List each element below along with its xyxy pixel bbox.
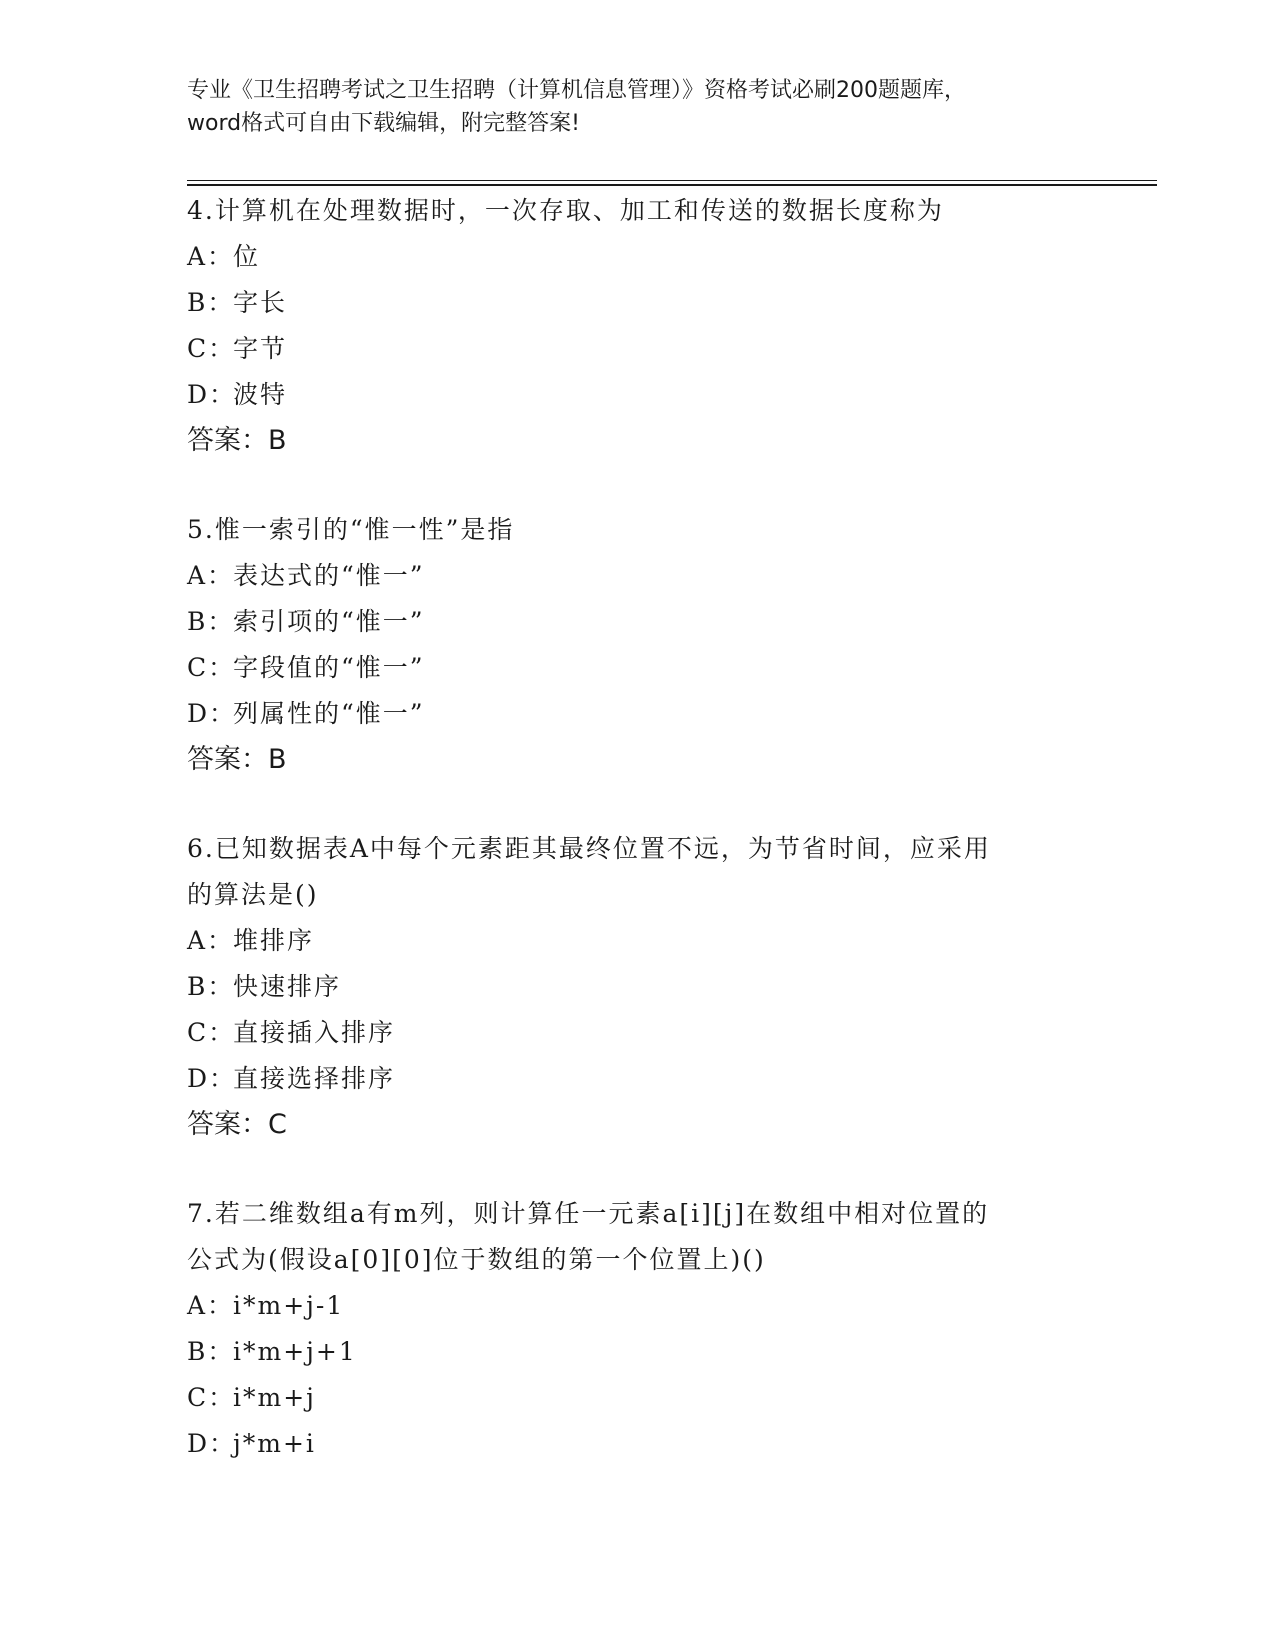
option-key: D： [187, 699, 237, 728]
option-c [187, 326, 1087, 372]
option-key: C： [187, 1383, 236, 1412]
question-stem-line: 6.已知数据表A中每个元素距其最终位置不远，为节省时间，应采用 [187, 834, 991, 863]
answer-line: 答案：C [187, 1109, 287, 1140]
option-a [187, 918, 1087, 964]
option-key: C： [187, 334, 236, 363]
question-4 [187, 188, 1087, 464]
option-text: 直接插入排序 [233, 1018, 396, 1047]
option-text: 字节 [233, 334, 288, 363]
option-key: D： [187, 1429, 237, 1458]
option-d [187, 1056, 1087, 1102]
option-d [187, 1421, 1087, 1467]
option-text: 直接选择排序 [233, 1064, 396, 1093]
option-key: A： [187, 561, 235, 590]
question-6 [187, 826, 1087, 1148]
option-key: A： [187, 926, 235, 955]
option-key: D： [187, 380, 237, 409]
header-divider-thin [187, 180, 1157, 181]
option-key: A： [187, 1291, 235, 1320]
question-5 [187, 507, 1087, 783]
option-c [187, 1010, 1087, 1056]
question-stem [187, 507, 1087, 553]
option-b [187, 1329, 1087, 1375]
option-text: 表达式的“惟一” [233, 561, 425, 590]
option-c [187, 1375, 1087, 1421]
option-a [187, 553, 1087, 599]
option-text: 索引项的“惟一” [233, 607, 425, 636]
answer-line: 答案：B [187, 425, 287, 456]
option-text: i*m+j-1 [233, 1291, 345, 1320]
option-text: 波特 [233, 380, 288, 409]
option-d [187, 691, 1087, 737]
header-line-2: word格式可自由下载编辑，附完整答案! [187, 111, 580, 136]
option-key: B： [187, 607, 235, 636]
option-d [187, 372, 1087, 418]
option-key: C： [187, 653, 236, 682]
document-header [187, 74, 1087, 140]
option-c [187, 645, 1087, 691]
option-key: B： [187, 288, 235, 317]
option-text: 列属性的“惟一” [233, 699, 425, 728]
option-a [187, 1283, 1087, 1329]
header-divider-thick [187, 184, 1157, 186]
question-stem-line: 的算法是() [187, 880, 319, 909]
option-a [187, 234, 1087, 280]
option-key: C： [187, 1018, 236, 1047]
question-stem-line: 7.若二维数组a有m列，则计算任一元素a[i][j]在数组中相对位置的 [187, 1199, 990, 1228]
option-text: i*m+j+1 [233, 1337, 357, 1366]
option-text: j*m+i [233, 1429, 316, 1458]
question-stem [187, 1191, 1087, 1283]
option-text: 位 [233, 242, 261, 271]
option-key: D： [187, 1064, 237, 1093]
option-text: 字长 [233, 288, 288, 317]
question-stem [187, 188, 1087, 234]
option-text: 堆排序 [233, 926, 315, 955]
option-key: A： [187, 242, 235, 271]
question-list [187, 188, 1087, 1510]
option-text: 字段值的“惟一” [233, 653, 425, 682]
option-text: i*m+j [233, 1383, 316, 1412]
question-7 [187, 1191, 1087, 1467]
option-key: B： [187, 972, 235, 1001]
option-text: 快速排序 [233, 972, 342, 1001]
option-b [187, 964, 1087, 1010]
question-stem-line: 4.计算机在处理数据时，一次存取、加工和传送的数据长度称为 [187, 196, 944, 225]
option-b [187, 599, 1087, 645]
header-line-1: 专业《卫生招聘考试之卫生招聘（计算机信息管理）》资格考试必刷200题题库， [187, 78, 966, 103]
option-b [187, 280, 1087, 326]
option-key: B： [187, 1337, 235, 1366]
answer-line: 答案：B [187, 744, 287, 775]
question-stem-line: 5.惟一索引的“惟一性”是指 [187, 515, 515, 544]
question-stem [187, 826, 1087, 918]
question-stem-line: 公式为(假设a[0][0]位于数组的第一个位置上)() [187, 1245, 766, 1274]
